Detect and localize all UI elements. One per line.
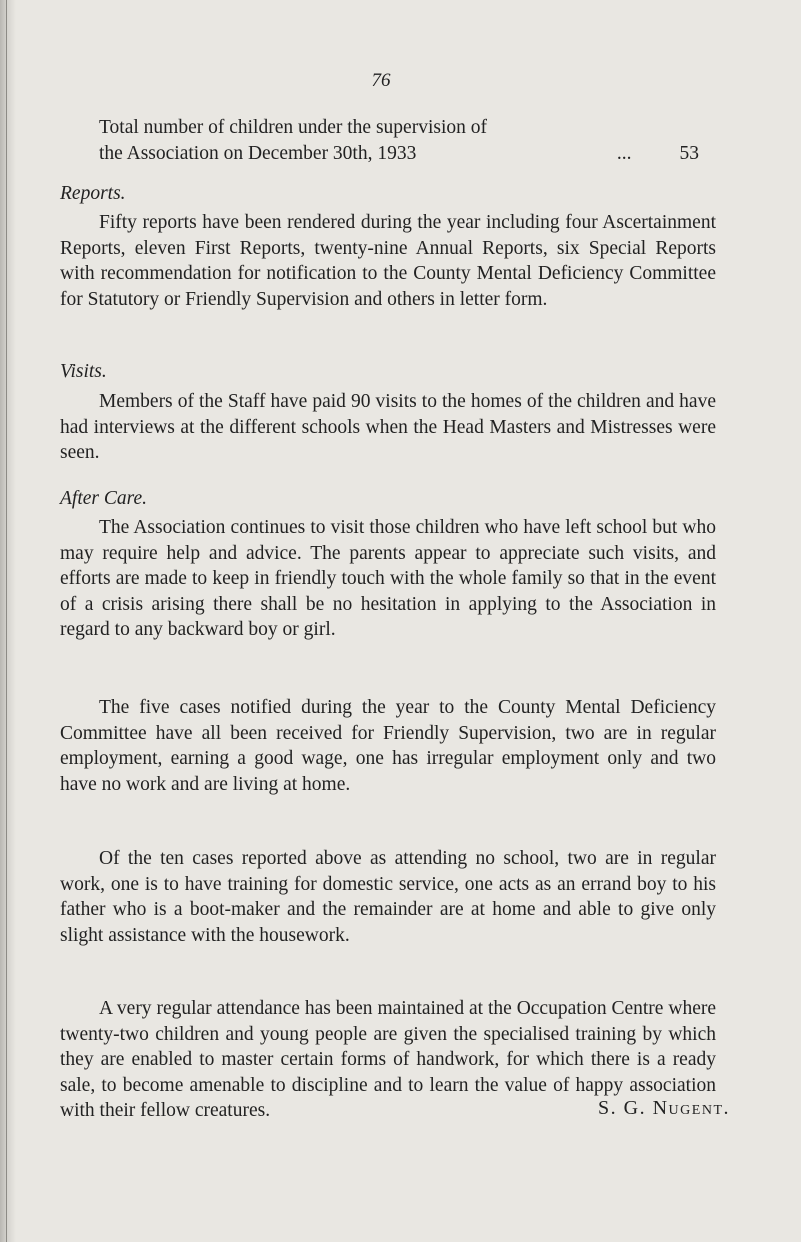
- leader-dots: ...: [616, 142, 632, 164]
- page-edge-line: [6, 0, 7, 1242]
- after-care-paragraph-3: Of the ten cases reported above as attending no school, two are in regular work, one is to have training for domestic service, one acts as an errand boy to his father who is a boot-maker and the remainder are at home and able to give only slight assistance with the housework.: [60, 848, 716, 946]
- after-care-paragraph-1: The Association continues to visit those children who have left school but who may require help and advice. The parents appear to appreciate such visits, and efforts are made to keep in friendly touch with the whole family so that in the event of a crisis arising there shall be no hesitation in applying to the Association in regard to any backward boy or girl.: [60, 517, 716, 641]
- total-line-2-text: the Association on December 30th, 1933: [99, 142, 417, 164]
- total-children-statement: [99, 115, 699, 166]
- visits-paragraph: Members of the Staff have paid 90 visits to the homes of the children and have had interviews at the different schools when the Head Masters and Mistresses were seen.: [60, 391, 716, 464]
- page-edge: [0, 0, 16, 1242]
- after-care-heading: After Care.: [60, 488, 148, 509]
- visits-heading: Visits.: [60, 361, 107, 382]
- after-care-paragraph-2: The five cases notified during the year to the County Mental Deficiency Committee have all been received for Friendly Supervision, two are in regular employment, earning a good wage, one has irregular employment only and two have no work and are living at home.: [60, 697, 716, 795]
- total-line-2: [99, 141, 699, 167]
- reports-paragraph: Fifty reports have been rendered during the year including four Ascertainment Reports, eleven First Reports, twenty-nine Annual Reports, six Special Reports with recommendation for notification to the County Mental Deficiency Committee for Statutory or Friendly Supervision and others in letter form.: [60, 212, 716, 310]
- after-care-paragraph-4: A very regular attendance has been maintained at the Occupation Centre where twenty-two children and young people are given the specialised training by which they are enabled to master certain forms of handwork, for which there is a ready sale, to become amenable to discipline and to learn the value of happy association with their fellow creatures.: [60, 998, 716, 1122]
- signature: S. G. Nugent.: [598, 1097, 730, 1119]
- reports-heading: Reports.: [60, 183, 126, 204]
- total-line-1: Total number of children under the supervision of: [99, 117, 487, 138]
- total-value: 53: [679, 142, 699, 164]
- page-number: 76: [371, 70, 391, 91]
